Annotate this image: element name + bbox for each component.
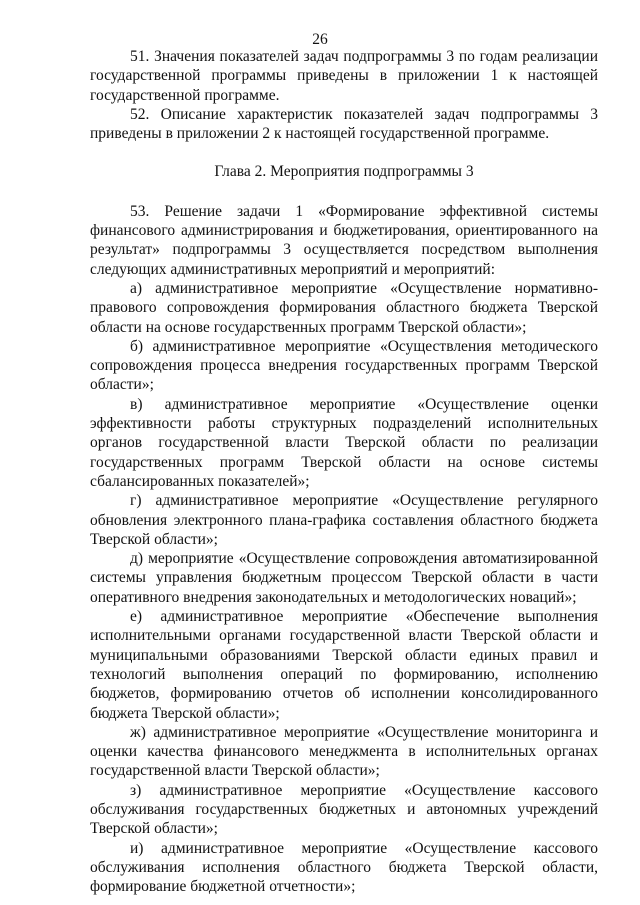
list-item-d: д) мероприятие «Осуществление сопровождения автоматизированной системы управления бюджетным процессом Тверской области в части оперативного внедрения законодательных и методологических новаций»; (90, 550, 598, 606)
list-item-v: в) административное мероприятие «Осуществление оценки эффективности работы структурных подразделений исполнительных органов государственной власти Тверской области по реализации государственных программ Тверской области на основе системы сбалансированных показателей»; (90, 395, 598, 490)
list-item-i: и) административное мероприятие «Осуществление кассового обслуживания исполнения областного бюджета Тверской области, формирование бюджетной отчетности»; (90, 839, 598, 896)
list-item-b: б) административное мероприятие «Осуществления методического сопровождения процесса внедрения государственных программ Тверской области»; (90, 337, 598, 394)
page-number: 26 (312, 31, 328, 48)
paragraph-52: 52. Описание характеристик показателей задач подпрограммы 3 приведены в приложении 2 к настоящей государственной программе. (90, 105, 598, 143)
list-item-g: г) административное мероприятие «Осуществление регулярного обновления электронного плана-графика составления областного бюджета Тверской области»; (90, 492, 598, 548)
list-item-zh: ж) административное мероприятие «Осуществление мониторинга и оценки качества финансового менеджмента в исполнительных органах государственной власти Тверской области»; (90, 723, 598, 780)
list-item-z: з) административное мероприятие «Осуществление кассового обслуживания государственных бюджетных и автономных учреждений Тверской области»; (90, 781, 598, 838)
paragraph-53: 53. Решение задачи 1 «Формирование эффективной системы финансового администрирования и бюджетирования, ориентированного на результат» подпрограммы 3 осуществляется посредством выполнения следующих административных мероприятий и мероприятий: (90, 202, 598, 278)
chapter-heading: Глава 2. Мероприятия подпрограммы 3 (214, 163, 474, 181)
document-body (90, 47, 598, 896)
paragraph-51: 51. Значения показателей задач подпрограммы 3 по годам реализации государственной программы приведены в приложении 1 к настоящей государственной программе. (90, 48, 598, 104)
list-item-e: е) административное мероприятие «Обеспечение выполнения исполнительными органами государственной власти Тверской области и муниципальными образованиями Тверской области единых правил и технологий выполнения операций по формированию, исполнению бюджетов, формированию отчетов об исполнении консолидированного бюджета Тверской области»; (90, 608, 598, 722)
list-item-a: а) административное мероприятие «Осуществление нормативно-правового сопровождения формирования областного бюджета Тверской области на основе государственных программ Тверской области»; (90, 279, 598, 336)
